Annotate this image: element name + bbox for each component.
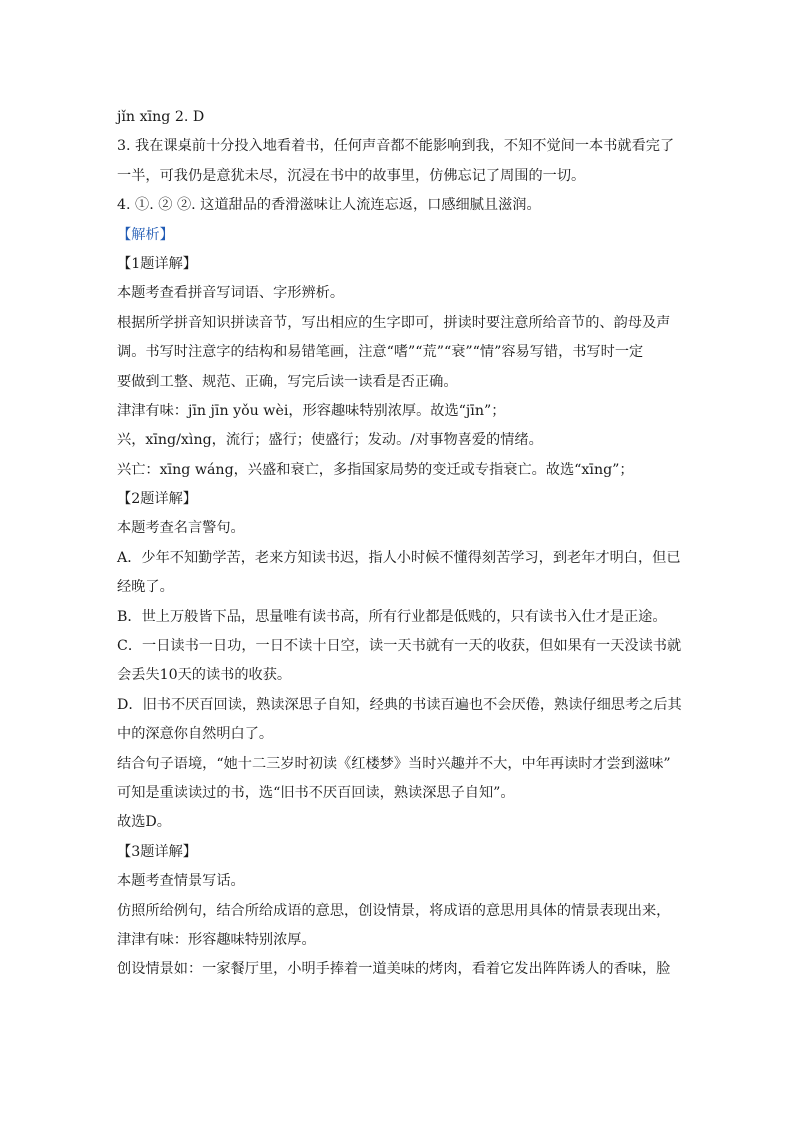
text-line: 津津有味：jīn jīn yǒu wèi，形容趣味特别浓厚。故选“jīn”； [117, 402, 506, 419]
text-line: 【1题详解】 [117, 255, 197, 272]
text-line: 兴，xīng/xìng，流行；盛行；使盛行；发动。/对事物喜爱的情绪。 [117, 432, 543, 449]
text-line: 3. 我在课桌前十分投入地看着书，任何声音都不能影响到我，不知不觉间一本书就看完了 [117, 138, 675, 155]
text-line: 兴亡：xīng wáng，兴盛和衰亡，多指国家局势的变迁或专指衰亡。故选“xīng”； [117, 461, 634, 478]
text-line: 本题考查看拼音写词语、字形辨析。 [117, 285, 345, 302]
text-line: 中的深意你自然明白了。 [117, 726, 274, 743]
text-line: jǐn xīng 2. D [117, 109, 205, 125]
text-line: 要做到工整、规范、正确，写完后读一读看是否正确。 [117, 373, 458, 390]
text-line: A．少年不知勤学苦，老来方知读书迟，指人小时候不懂得刻苦学习，到老年才明白，但已 [117, 549, 681, 566]
text-line: 根据所学拼音知识拼读音节，写出相应的生字即可，拼读时要注意所给音节的、韵母及声 [117, 314, 671, 331]
document-body [117, 103, 682, 985]
text-line: 【2题详解】 [117, 491, 197, 508]
text-line: 一半，可我仍是意犹未尽，沉浸在书中的故事里，仿佛忘记了周围的一切。 [117, 167, 586, 184]
section-tag: 【解析】 [117, 226, 174, 243]
text-line: 本题考查名言警句。 [117, 520, 245, 537]
text-line: 创设情景如：一家餐厅里，小明手捧着一道美味的烤肉，看着它发出阵阵诱人的香味，脸 [117, 961, 671, 978]
text-line: 会丢失10天的读书的收获。 [117, 667, 292, 684]
text-line: 结合句子语境，“她十二三岁时初读《红楼梦》当时兴趣并不大，中年再读时才尝到滋味” [117, 755, 671, 772]
text-line: 故选D。 [117, 814, 171, 831]
text-line: 本题考查情景写话。 [117, 873, 245, 890]
text-line: B．世上万般皆下品，思量唯有读书高，所有行业都是低贱的，只有读书入仕才是正途。 [117, 608, 667, 625]
text-line: 调。书写时注意字的结构和易错笔画，注意“嗜”“荒”“衰”“情”容易写错，书写时一定 [117, 344, 644, 361]
text-line: 仿照所给例句，结合所给成语的意思，创设情景，将成语的意思用具体的情景表现出来， [117, 902, 671, 919]
text-line: D．旧书不厌百回读，熟读深思子自知，经典的书读百遍也不会厌倦，熟读仔细思考之后其 [117, 696, 682, 713]
text-line: 可知是重读读过的书，选“旧书不厌百回读，熟读深思子自知”。 [117, 784, 515, 801]
text-line: 津津有味：形容趣味特别浓厚。 [117, 931, 316, 948]
text-line: C．一日读书一日功，一日不读十日空，读一天书就有一天的收获，但如果有一天没读书就 [117, 638, 682, 655]
text-line: 【3题详解】 [117, 843, 197, 860]
text-line: 4. ①. ② ②. 这道甜品的香滑滋味让人流连忘返，口感细腻且滋润。 [117, 197, 541, 214]
text-line: 经晚了。 [117, 579, 174, 596]
